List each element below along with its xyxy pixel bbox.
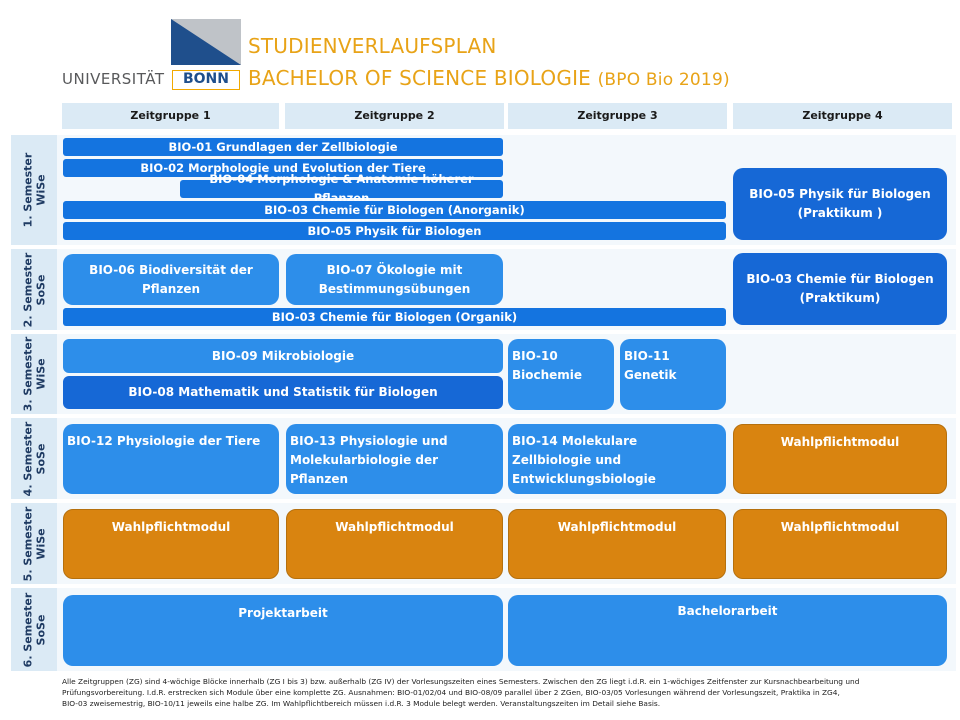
semester-season: SoSe bbox=[34, 274, 48, 305]
column-header-zg2: Zeitgruppe 2 bbox=[285, 103, 504, 129]
subtitle-regulation: (BPO Bio 2019) bbox=[597, 70, 730, 90]
subtitle-main: BACHELOR OF SCIENCE BIOLOGIE bbox=[248, 66, 592, 90]
semester-label-6 bbox=[11, 588, 57, 671]
module-text-line: Bestimmungsübungen bbox=[318, 281, 471, 296]
module-bio-01: BIO-01 Grundlagen der Zellbiologie bbox=[63, 138, 503, 156]
module-text-line: BIO-12 Physiologie der Tiere bbox=[67, 434, 261, 448]
module-text-line: BIO-05 Physik für Biologen bbox=[749, 187, 931, 201]
column-header-zg1: Zeitgruppe 1 bbox=[62, 103, 279, 129]
footnote-line: Prüfungsvorbereitung. I.d.R. erstrecken sich Module über eine komplette ZG. Ausnahmen: BIO-01/02/04 und BIO-08/09 parallel über 2 ZGen, BIO-03/05 Vorlesungen während der Vorlesungszeit, Praktika in ZG4, bbox=[62, 688, 840, 697]
semester-number: 3. Semester bbox=[21, 336, 35, 412]
semester-label-2 bbox=[11, 249, 57, 330]
module-bio-14 bbox=[508, 424, 726, 494]
module-wahlpflicht-s5-zg1: Wahlpflichtmodul bbox=[63, 509, 279, 579]
semester-season: SoSe bbox=[34, 443, 48, 474]
semester-label-3 bbox=[11, 334, 57, 414]
semester-season: WiSe bbox=[34, 174, 48, 206]
module-bio-09: BIO-09 Mikrobiologie bbox=[63, 339, 503, 373]
module-bio-08: BIO-08 Mathematik und Statistik für Biologen bbox=[63, 376, 503, 409]
module-text-line: Biochemie bbox=[512, 368, 583, 382]
module-text-line: BIO-10 bbox=[512, 349, 558, 363]
module-bio-06 bbox=[63, 254, 279, 305]
module-text-line: Pflanzen bbox=[290, 472, 348, 486]
semester-number: 1. Semester bbox=[21, 152, 35, 228]
module-bio-12 bbox=[63, 424, 279, 494]
footnote-line: BIO-03 zweisemestrig, BIO-10/11 jeweils eine halbe ZG. Im Wahlpflichtbereich müssen i.d.R. 3 Module belegt werden. Veranstaltungszeiten im Detail siehe Basis. bbox=[62, 699, 661, 708]
module-wahlpflicht-s5-zg3: Wahlpflichtmodul bbox=[508, 509, 726, 579]
semester-number: 5. Semester bbox=[21, 506, 35, 581]
module-bio-04 bbox=[180, 180, 503, 198]
module-text-line: BIO-11 bbox=[624, 349, 670, 363]
footnote bbox=[62, 676, 952, 709]
module-bachelorarbeit: Bachelorarbeit bbox=[508, 595, 947, 666]
column-header-zg4: Zeitgruppe 4 bbox=[733, 103, 952, 129]
module-wahlpflicht-s4-zg4: Wahlpflichtmodul bbox=[733, 424, 947, 494]
module-bio-03-praktikum bbox=[733, 253, 947, 325]
semester-number: 6. Semester bbox=[21, 592, 35, 667]
module-text-line: (Praktikum) bbox=[799, 291, 881, 305]
column-header-zg3: Zeitgruppe 3 bbox=[508, 103, 727, 129]
module-text-line: Genetik bbox=[624, 368, 677, 382]
module-text-line: (Praktikum ) bbox=[797, 206, 883, 220]
module-text-line: BIO-06 Biodiversität der bbox=[89, 262, 253, 277]
semester-season: WiSe bbox=[34, 527, 48, 560]
module-bio-11 bbox=[620, 339, 726, 410]
module-text-line: BIO-07 Ökologie mit bbox=[326, 262, 463, 277]
logo-city-text: BONN bbox=[172, 70, 240, 90]
module-bio-05: BIO-05 Physik für Biologen bbox=[63, 222, 726, 240]
semester-label-4 bbox=[11, 418, 57, 499]
footnote-line: Alle Zeitgruppen (ZG) sind 4-wöchige Blöcke innerhalb (ZG I bis 3) bzw. außerhalb (ZG IV) der Vorlesungszeiten eines Semesters. Zwischen den ZG liegt i.d.R. ein 1-wöchiges Zeitfenster zur Kursnachbearbeitung und bbox=[62, 677, 860, 686]
module-bio-10 bbox=[508, 339, 614, 410]
semester-number: 4. Semester bbox=[21, 421, 35, 496]
module-bio-13 bbox=[286, 424, 503, 494]
module-text-line: Zellbiologie und bbox=[512, 453, 622, 467]
module-bio-07 bbox=[286, 254, 503, 305]
module-text-line: BIO-03 Chemie für Biologen bbox=[746, 272, 934, 286]
module-bio-03-anorganik: BIO-03 Chemie für Biologen (Anorganik) bbox=[63, 201, 726, 219]
module-text-line: BIO-13 Physiologie und bbox=[290, 434, 448, 448]
module-projektarbeit: Projektarbeit bbox=[63, 595, 503, 666]
semester-season: SoSe bbox=[34, 614, 48, 645]
module-text-line: Molekularbiologie der bbox=[290, 453, 439, 467]
module-bio-05-praktikum bbox=[733, 168, 947, 240]
module-text-line: Pflanzen bbox=[142, 281, 200, 296]
logo-university-text: UNIVERSITÄT bbox=[62, 70, 165, 88]
module-wahlpflicht-s5-zg2: Wahlpflichtmodul bbox=[286, 509, 503, 579]
semester-season: WiSe bbox=[34, 358, 48, 390]
module-bio-02: BIO-02 Morphologie und Evolution der Tiere bbox=[63, 159, 503, 177]
university-logo-emblem bbox=[171, 19, 241, 65]
semester-label-1 bbox=[11, 135, 57, 245]
module-wahlpflicht-s5-zg4: Wahlpflichtmodul bbox=[733, 509, 947, 579]
page-title: STUDIENVERLAUFSPLAN bbox=[248, 34, 497, 58]
module-bio-03-organik: BIO-03 Chemie für Biologen (Organik) bbox=[63, 308, 726, 326]
module-text-line: BIO-14 Molekulare bbox=[512, 434, 638, 448]
semester-number: 2. Semester bbox=[21, 252, 35, 327]
page-subtitle bbox=[248, 66, 730, 90]
semester-label-5 bbox=[11, 503, 57, 584]
module-text-line: Entwicklungsbiologie bbox=[512, 472, 656, 486]
